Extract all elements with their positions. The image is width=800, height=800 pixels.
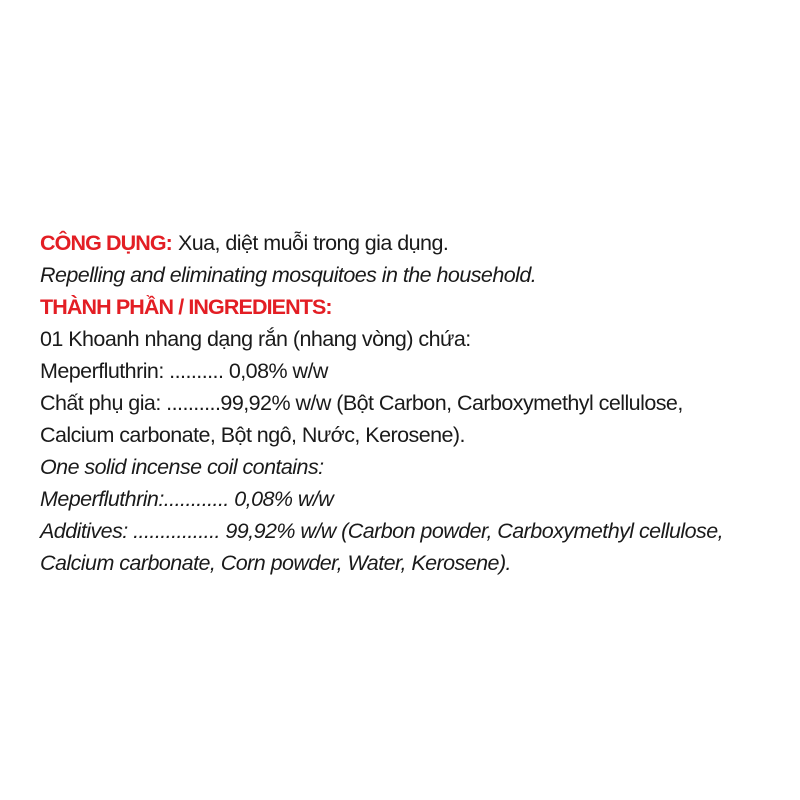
usage-text-en: Repelling and eliminating mosquitoes in the household. <box>40 263 537 287</box>
ingredient-line-en: Meperfluthrin:............ 0,08% w/w <box>40 487 334 511</box>
usage-heading: CÔNG DỤNG: <box>40 231 172 255</box>
ingredient-line-vi: Chất phụ gia: ..........99,92% w/w (Bột Carbon, Carboxymethyl cellulose, <box>40 391 683 415</box>
ingredient-line-vi: Calcium carbonate, Bột ngô, Nước, Kerosene). <box>40 423 465 447</box>
usage-line <box>40 227 780 259</box>
ingredient-line-vi: Meperfluthrin: .......... 0,08% w/w <box>40 359 328 383</box>
ingredient-line-en: Additives: ................ 99,92% w/w (Carbon powder, Carboxymethyl cellulose, <box>40 519 724 543</box>
ingredients-label <box>40 227 780 579</box>
ingredients-heading: THÀNH PHẦN / INGREDIENTS: <box>40 295 332 319</box>
ingredient-line-en: Calcium carbonate, Corn powder, Water, Kerosene). <box>40 551 511 575</box>
usage-text-vi: Xua, diệt muỗi trong gia dụng. <box>177 231 449 255</box>
ingredient-line-en: One solid incense coil contains: <box>40 455 324 479</box>
ingredient-line-vi: 01 Khoanh nhang dạng rắn (nhang vòng) chứa: <box>40 327 471 351</box>
